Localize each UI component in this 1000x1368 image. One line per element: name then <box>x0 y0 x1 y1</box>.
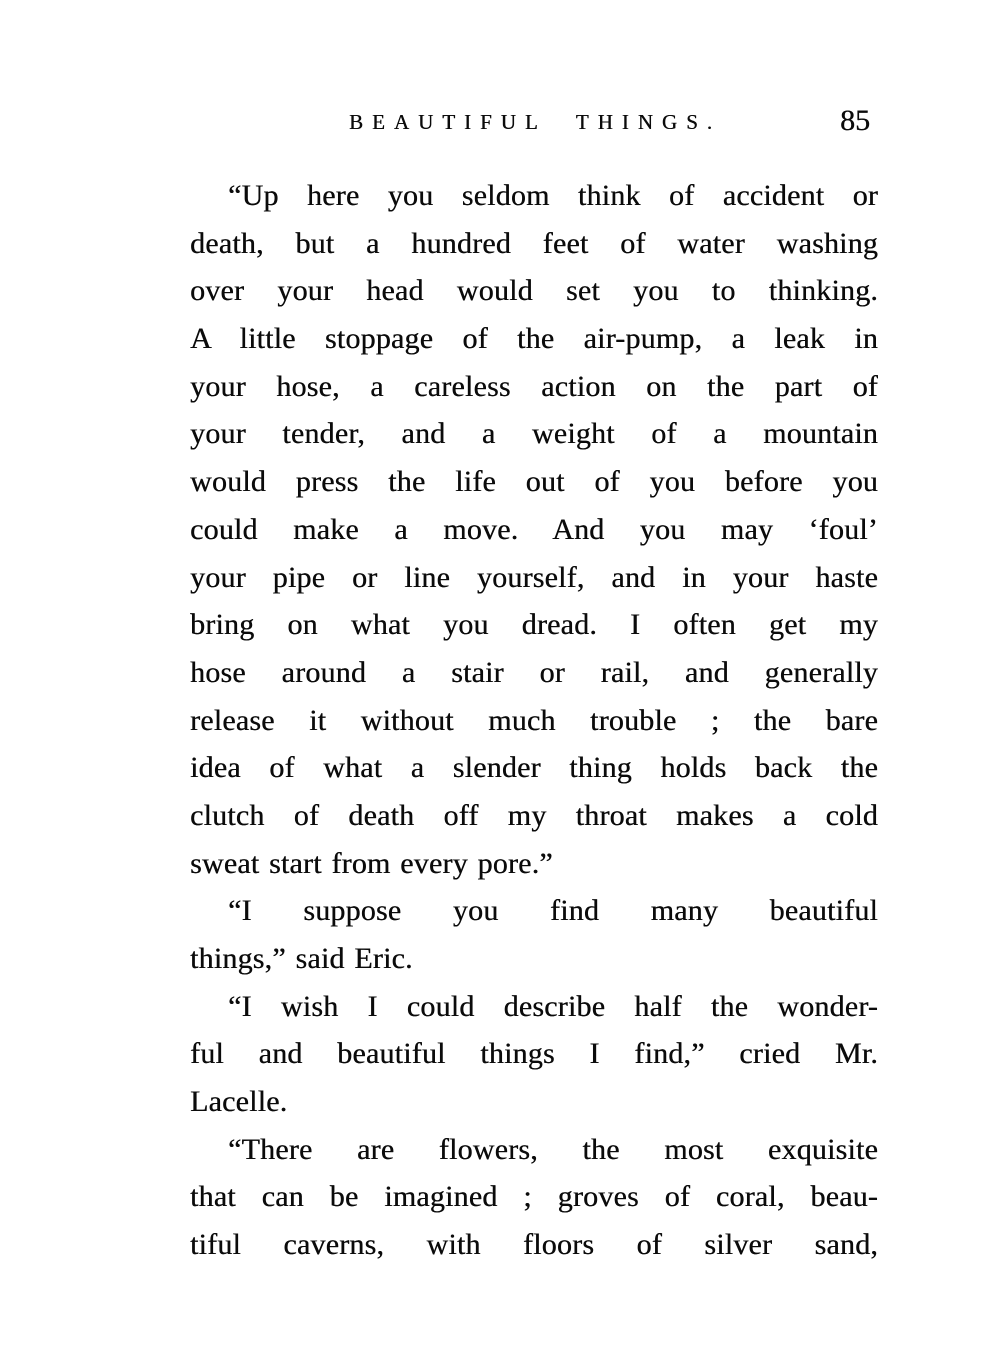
text-line: clutch of death off my throat makes a cold <box>190 798 878 832</box>
text-line: “Up here you seldom think of accident or <box>228 179 878 212</box>
page-text-block <box>190 172 878 1269</box>
running-header-title: BEAUTIFUL THINGS. <box>349 110 721 134</box>
text-line: would press the life out of you before you <box>190 465 878 499</box>
text-line: that can be imagined ; groves of coral, beau- <box>190 1180 878 1214</box>
text-line: could make a move. And you may ‘foul’ <box>190 512 878 546</box>
text-line: death, but a hundred feet of water washing <box>190 226 878 260</box>
text-line: “There are flowers, the most exquisite <box>228 1132 878 1166</box>
page-number: 85 <box>840 104 870 137</box>
text-line: things,” said Eric. <box>190 942 413 975</box>
text-line: your hose, a careless action on the part of <box>190 369 878 403</box>
text-line: release it without much trouble ; the bare <box>190 703 878 737</box>
text-line: over your head would set you to thinking. <box>190 274 878 308</box>
text-line: A little stoppage of the air-pump, a leak in <box>190 322 878 356</box>
text-line: idea of what a slender thing holds back the <box>190 751 878 785</box>
text-line: your pipe or line yourself, and in your haste <box>190 560 878 594</box>
text-line: “I wish I could describe half the wonder- <box>228 989 878 1023</box>
text-line: “I suppose you find many beautiful <box>228 894 878 928</box>
text-line: sweat start from every pore.” <box>190 846 553 880</box>
text-line: bring on what you dread. I often get my <box>190 608 878 642</box>
text-line: Lacelle. <box>190 1085 288 1119</box>
running-header <box>190 104 880 144</box>
text-line: hose around a stair or rail, and generally <box>190 655 878 689</box>
text-line: your tender, and a weight of a mountain <box>190 417 878 451</box>
text-line: ful and beautiful things I find,” cried Mr. <box>190 1037 878 1071</box>
text-line: tiful caverns, with floors of silver sand, <box>190 1228 878 1262</box>
